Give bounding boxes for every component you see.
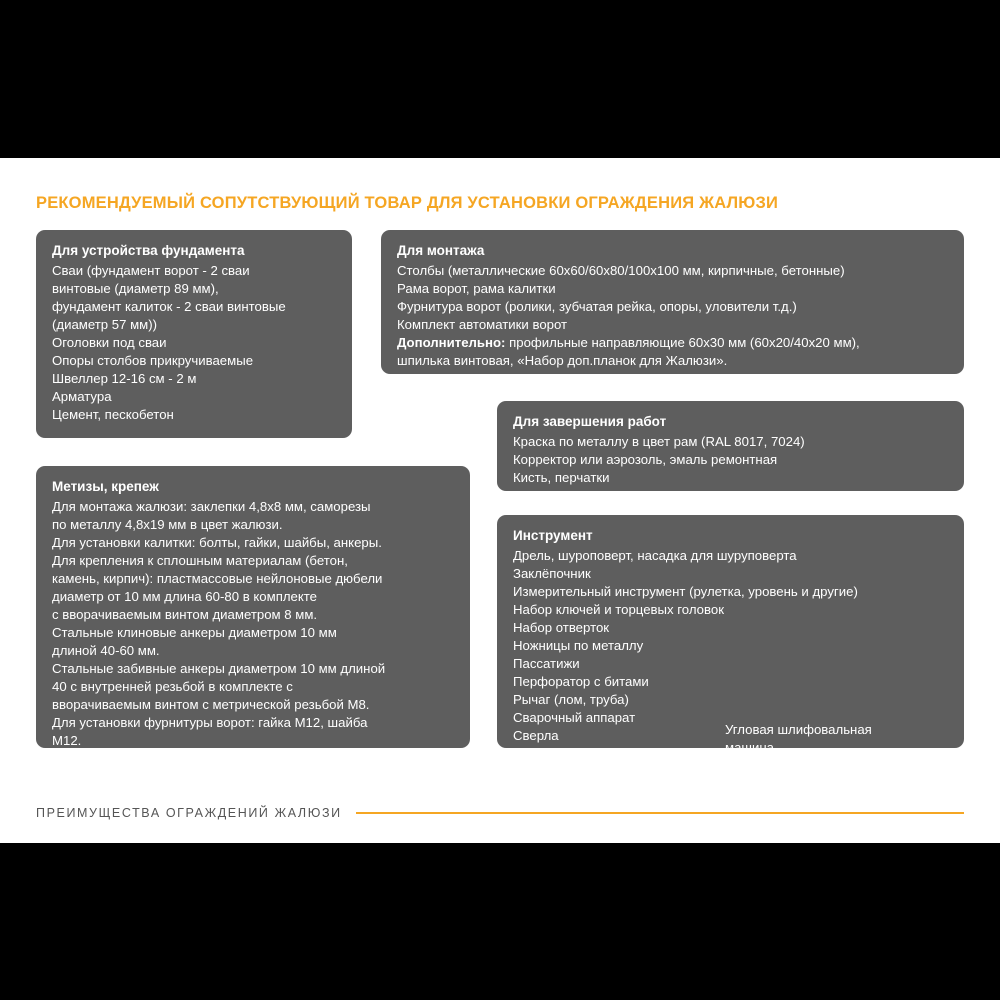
card-finish-line: Кисть, перчатки bbox=[513, 470, 610, 486]
card-tools-line: Угловая шлифовальная bbox=[725, 722, 872, 738]
card-fasteners-line: Для установки калитки: болты, гайки, шайбы, анкеры. bbox=[52, 535, 382, 551]
card-fasteners-heading: Метизы, крепеж bbox=[52, 479, 159, 494]
card-fasteners-line: диаметр от 10 мм длина 60-80 в комплекте bbox=[52, 588, 318, 604]
card-foundation bbox=[36, 230, 352, 438]
card-foundation-line: Цемент, пескобетон bbox=[52, 406, 174, 422]
card-foundation-heading: Для устройства фундамента bbox=[52, 243, 245, 258]
card-tools-line: Сверла bbox=[513, 727, 559, 743]
card-tools-line: Ножницы по металлу bbox=[513, 637, 644, 653]
card-tools-line: Перфоратор с битами bbox=[513, 673, 649, 689]
card-tools-columns bbox=[513, 547, 948, 774]
card-mount-line: Комплект автоматики ворот bbox=[397, 317, 568, 333]
card-finish-line: Краска по металлу в цвет рам (RAL 8017, 7024) bbox=[513, 434, 805, 450]
card-tools-line: Сварочный аппарат bbox=[513, 709, 636, 725]
card-mount-line: Рама ворот, рама калитки bbox=[397, 281, 556, 297]
card-tools-line: Пассатижи bbox=[513, 655, 580, 671]
card-fasteners-line: Для монтажа жалюзи: заклепки 4,8x8 мм, саморезы bbox=[52, 499, 371, 515]
card-foundation-line: Сваи (фундамент ворот - 2 сваи bbox=[52, 263, 250, 279]
card-mount-extra-line bbox=[397, 334, 948, 352]
card-mount-heading: Для монтажа bbox=[397, 243, 485, 258]
card-fasteners-line: Стальные клиновые анкеры диаметром 10 мм bbox=[52, 624, 337, 640]
footer-divider bbox=[356, 812, 964, 814]
card-tools-line: Уровень строительный bbox=[725, 758, 866, 774]
card-fasteners-line: М12. bbox=[52, 732, 82, 748]
card-fasteners-line: по металлу 4,8x19 мм в цвет жалюзи. bbox=[52, 517, 283, 533]
card-tools-line: Заклёпочник bbox=[513, 566, 591, 582]
card-tools-line: Измерительный инструмент (рулетка, уровень и другие) bbox=[513, 584, 858, 600]
card-finish bbox=[497, 401, 964, 491]
card-tools bbox=[497, 515, 964, 774]
card-mount-extra-line: шпилька винтовая, «Набор доп.планок для Жалюзи». bbox=[397, 352, 728, 368]
card-mount bbox=[381, 230, 964, 374]
card-mount-extra-label: Дополнительно: bbox=[397, 335, 506, 351]
card-foundation-line: фундамент калиток - 2 сваи винтовые bbox=[52, 299, 286, 315]
footer-label: ПРЕИМУЩЕСТВА ОГРАЖДЕНИЙ ЖАЛЮЗИ bbox=[36, 806, 342, 820]
card-tools-line: Строительный шнур bbox=[513, 745, 638, 761]
card-fasteners-line: Для установки фурнитуры ворот: гайка М12, шайба bbox=[52, 714, 368, 730]
card-mount-line: Фурнитура ворот (ролики, зубчатая рейка, опоры, уловители т.д.) bbox=[397, 299, 797, 315]
card-fasteners-line: 40 с внутренней резьбой в комплекте с bbox=[52, 678, 293, 694]
card-finish-heading: Для завершения работ bbox=[513, 414, 667, 429]
card-foundation-line: (диаметр 57 мм)) bbox=[52, 317, 158, 333]
card-tools-line: Набор отверток bbox=[513, 620, 610, 636]
card-tools-line: Дрель, шуроповерт, насадка для шуруповерта bbox=[513, 548, 797, 564]
card-tools-heading: Инструмент bbox=[513, 528, 593, 543]
card-fasteners-line: длиной 40-60 мм. bbox=[52, 642, 160, 658]
card-foundation-line: Оголовки под сваи bbox=[52, 335, 167, 351]
page-title: РЕКОМЕНДУЕМЫЙ СОПУТСТВУЮЩИЙ ТОВАР ДЛЯ УСТАНОВКИ ОГРАЖДЕНИЯ ЖАЛЮЗИ bbox=[36, 194, 779, 212]
card-fasteners-line: камень, кирпич): пластмассовые нейлоновые дюбели bbox=[52, 571, 383, 587]
card-finish-line: Корректор или аэрозоль, эмаль ремонтная bbox=[513, 452, 778, 468]
card-fasteners-line: вворачиваемым винтом с метрической резьбой М8. bbox=[52, 696, 370, 712]
card-tools-line: Рычаг (лом, труба) bbox=[513, 691, 629, 707]
card-foundation-line: винтовые (диаметр 89 мм), bbox=[52, 281, 219, 297]
card-tools-line: Набор ключей и торцевых головок bbox=[513, 602, 724, 618]
card-mount-line: Столбы (металлические 60x60/60x80/100x100 мм, кирпичные, бетонные) bbox=[397, 263, 845, 279]
card-tools-line: машина bbox=[725, 740, 774, 756]
card-foundation-line: Арматура bbox=[52, 388, 112, 404]
card-foundation-line: Швеллер 12-16 см - 2 м bbox=[52, 370, 197, 386]
card-fasteners-line: Стальные забивные анкеры диаметром 10 мм длиной bbox=[52, 660, 386, 676]
card-fasteners-line: с вворачиваемым винтом диаметром 8 мм. bbox=[52, 606, 318, 622]
card-tools-second-column bbox=[725, 721, 955, 775]
footer bbox=[36, 806, 964, 820]
card-foundation-line: Опоры столбов прикручиваемые bbox=[52, 352, 254, 368]
card-mount-extra-text: профильные направляющие 60x30 мм (60x20/40x20 мм), bbox=[505, 335, 860, 351]
slide-canvas bbox=[0, 158, 1000, 843]
card-fasteners bbox=[36, 466, 470, 748]
card-fasteners-line: Для крепления к сплошным материалам (бетон, bbox=[52, 553, 348, 569]
